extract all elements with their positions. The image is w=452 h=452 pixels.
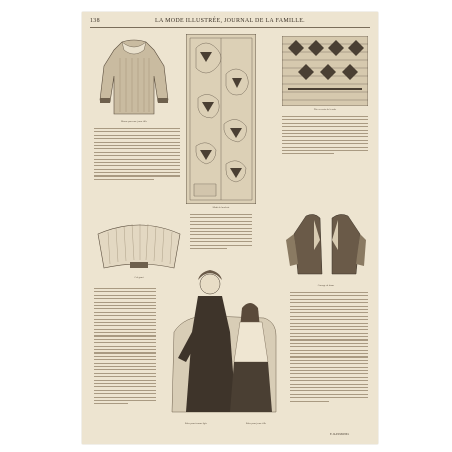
text-column-right-bottom xyxy=(290,292,368,404)
page-header xyxy=(90,18,370,26)
pattern-center-caption: Motif de broderie xyxy=(212,206,230,209)
jacket-caption: Corsage de dame xyxy=(317,284,335,287)
blouse-caption: Blouse pour une jeune fille xyxy=(121,120,147,123)
girl-caption: Robe pour jeune fille xyxy=(245,422,267,425)
text-column-top-right xyxy=(282,116,368,157)
embroidery-band-illustration xyxy=(282,36,368,106)
text-column-left-top xyxy=(94,128,180,182)
text-column-middle xyxy=(190,214,252,251)
mother-daughter-illustration xyxy=(164,262,284,420)
embroidery-band-caption: Fête en croix de la robe xyxy=(313,108,337,111)
header-rule xyxy=(90,27,370,28)
blouse-illustration xyxy=(94,36,174,120)
jacket-illustration xyxy=(284,210,368,282)
running-title: LA MODE ILLUSTRÉE, JOURNAL DE LA FAMILLE. xyxy=(155,18,305,24)
woman-caption: Robe pour femme âgée xyxy=(184,422,208,425)
page-number: 138 xyxy=(90,18,100,24)
collar-caption: Col garni xyxy=(134,276,144,279)
pattern-center-illustration xyxy=(186,34,256,204)
text-column-left-bottom xyxy=(94,288,156,407)
author-signature: E. RAYMOND. xyxy=(330,432,350,436)
magazine-page xyxy=(82,12,378,444)
